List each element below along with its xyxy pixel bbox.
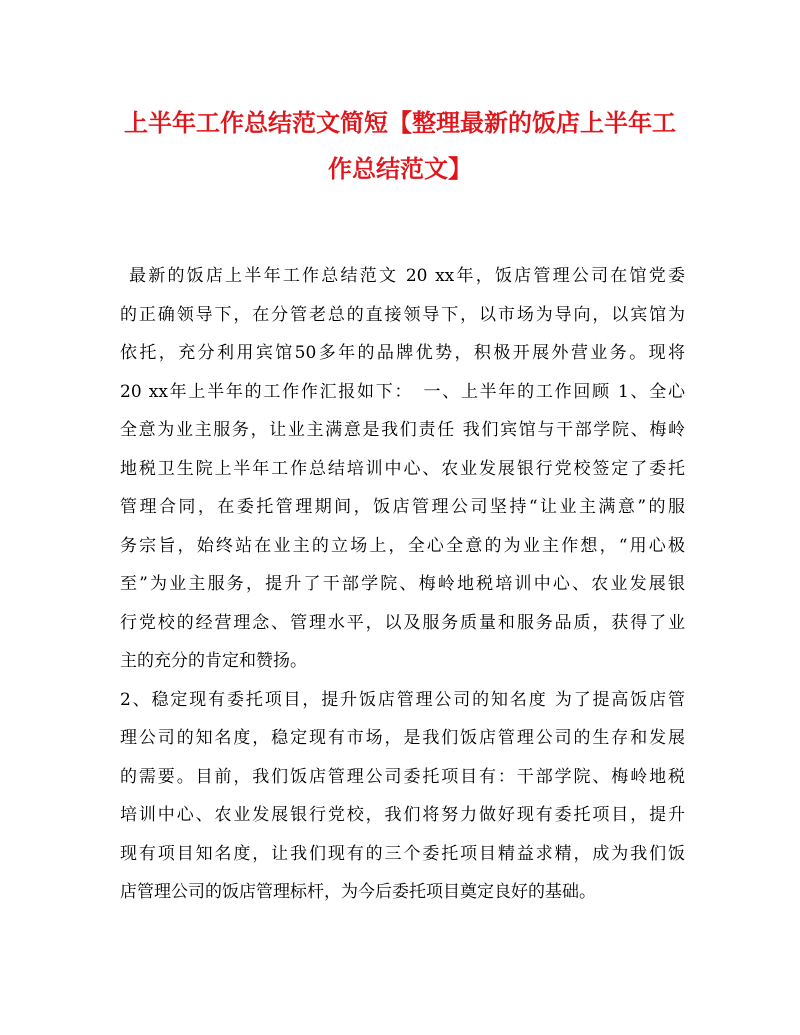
text-line: 主的充分的肯定和赞扬。 bbox=[120, 651, 307, 671]
text-line: 的需要。目前，我们饭店管理公司委托项目有：干部学院、梅岭地税 bbox=[120, 766, 685, 787]
text-line: 行党校的经营理念、管理水平，以及服务质量和服务品质，获得了业 bbox=[120, 612, 685, 633]
text-line: 理公司的知名度，稳定现有市场，是我们饭店管理公司的生存和发展 bbox=[120, 728, 685, 748]
paragraph-1 bbox=[120, 257, 685, 681]
title-line: 作总结范文】 bbox=[328, 154, 472, 183]
text-line: 20 xx年上半年的工作作汇报如下： 一、上半年的工作回顾 1、全心 bbox=[120, 381, 685, 402]
text-line: 2、稳定现有委托项目，提升饭店管理公司的知名度 为了提高饭店管 bbox=[120, 689, 685, 710]
text-line: 至”为业主服务，提升了干部学院、梅岭地税培训中心、农业发展银 bbox=[120, 574, 685, 594]
text-line: 的正确领导下，在分管老总的直接领导下，以市场为导向，以宾馆为 bbox=[120, 304, 685, 325]
document-title bbox=[100, 100, 700, 192]
text-line: 现有项目知名度，让我们现有的三个委托项目精益求精，成为我们饭 bbox=[120, 843, 685, 864]
text-line: 依托，充分利用宾馆50多年的品牌优势，积极开展外营业务。现将 bbox=[120, 343, 685, 363]
text-line: 管理合同，在委托管理期间，饭店管理公司坚持“让业主满意”的服 bbox=[120, 497, 685, 517]
text-line: 全意为业主服务，让业主满意是我们责任 我们宾馆与干部学院、梅岭 bbox=[120, 420, 685, 440]
title-line: 上半年工作总结范文简短【整理最新的饭店上半年工 bbox=[124, 108, 676, 137]
text-line: 务宗旨，始终站在业主的立场上，全心全意的为业主作想，“用心极 bbox=[120, 535, 685, 556]
text-line: 店管理公司的饭店管理标杆，为今后委托项目奠定良好的基础。 bbox=[120, 882, 596, 902]
paragraph-2 bbox=[120, 681, 685, 912]
text-line: 最新的饭店上半年工作总结范文 20 xx年，饭店管理公司在馆党委 bbox=[129, 266, 685, 286]
text-line: 培训中心、农业发展银行党校，我们将努力做好现有委托项目，提升 bbox=[120, 805, 685, 825]
document-body bbox=[120, 257, 685, 912]
text-line: 地税卫生院上半年工作总结培训中心、农业发展银行党校签定了委托 bbox=[120, 458, 685, 479]
